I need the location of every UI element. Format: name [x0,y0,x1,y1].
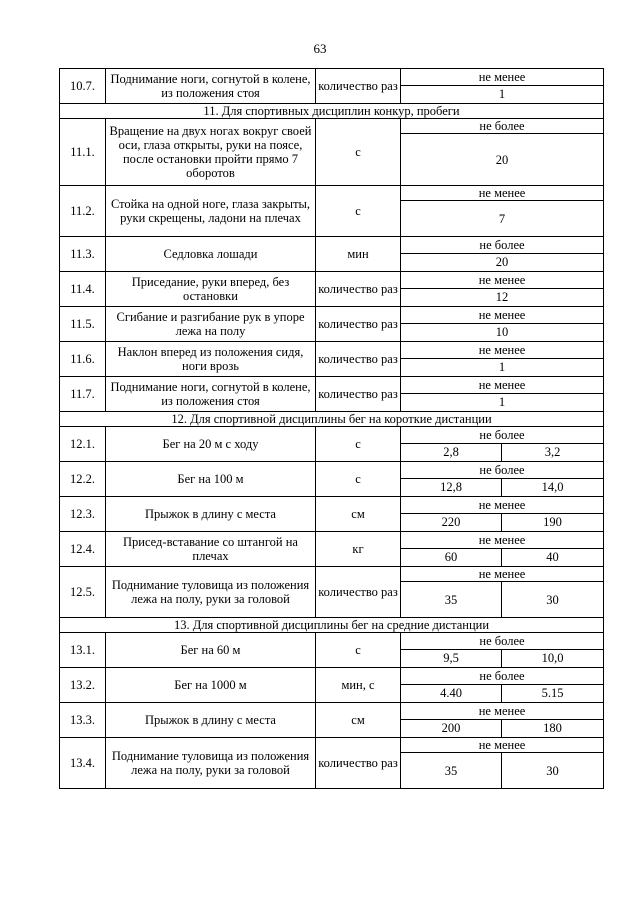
section-header: 11. Для спортивных дисциплин конкур, пробеги [60,104,604,119]
table-row [60,567,604,582]
section-row [60,104,604,119]
value-cell: 35 [401,582,502,618]
value-cell: 20 [401,134,604,186]
value-cell: 14,0 [502,478,604,496]
unit-cell: мин [316,237,401,272]
condition-cell: не менее [401,532,604,549]
exercise-name: Прыжок в длину с места [106,497,316,532]
table-row [60,307,604,324]
value-cell: 200 [401,719,502,737]
condition-cell: не более [401,668,604,685]
table-row [60,427,604,444]
row-number: 13.2. [60,668,106,703]
table-row [60,119,604,134]
row-number: 12.1. [60,427,106,462]
unit-cell: количество раз [316,272,401,307]
value-cell: 20 [401,253,604,271]
unit-cell: кг [316,532,401,567]
section-row [60,412,604,427]
norms-table [59,68,604,789]
section-row [60,618,604,633]
value-cell: 10 [401,323,604,341]
unit-cell: см [316,497,401,532]
condition-cell: не менее [401,377,604,394]
unit-cell: с [316,427,401,462]
value-cell: 35 [401,753,502,789]
value-cell: 5.15 [502,684,604,702]
value-cell: 4.40 [401,684,502,702]
condition-cell: не менее [401,497,604,514]
condition-cell: не более [401,427,604,444]
unit-cell: количество раз [316,738,401,789]
exercise-name: Прыжок в длину с места [106,703,316,738]
condition-cell: не более [401,633,604,650]
section-header: 12. Для спортивной дисциплины бег на короткие дистанции [60,412,604,427]
value-cell: 60 [401,548,502,566]
condition-cell: не менее [401,186,604,201]
value-cell: 1 [401,393,604,411]
row-number: 12.2. [60,462,106,497]
value-cell: 12 [401,288,604,306]
unit-cell: с [316,462,401,497]
section-header: 13. Для спортивной дисциплины бег на средние дистанции [60,618,604,633]
value-cell: 3,2 [502,443,604,461]
row-number: 11.5. [60,307,106,342]
condition-cell: не менее [401,567,604,582]
value-cell: 30 [502,582,604,618]
exercise-name: Сгибание и разгибание рук в упоре лежа на полу [106,307,316,342]
table-row [60,738,604,753]
value-cell: 1 [401,358,604,376]
exercise-name: Приседание, руки вперед, без остановки [106,272,316,307]
unit-cell: с [316,186,401,237]
value-cell: 1 [401,85,604,103]
row-number: 11.3. [60,237,106,272]
value-cell: 7 [401,201,604,237]
value-cell: 10,0 [502,649,604,667]
row-number: 11.6. [60,342,106,377]
row-number: 11.4. [60,272,106,307]
condition-cell: не более [401,237,604,254]
value-cell: 2,8 [401,443,502,461]
row-number: 12.4. [60,532,106,567]
table-row [60,497,604,514]
page-number: 63 [313,41,327,56]
unit-cell: с [316,119,401,186]
exercise-name: Стойка на одной ноге, глаза закрыты, руки скрещены, ладони на плечах [106,186,316,237]
unit-cell: мин, с [316,668,401,703]
table-row [60,532,604,549]
table-row [60,272,604,289]
exercise-name: Поднимание туловища из положения лежа на полу, руки за головой [106,738,316,789]
exercise-name: Поднимание ноги, согнутой в колене, из положения стоя [106,377,316,412]
table-row [60,342,604,359]
row-number: 13.4. [60,738,106,789]
unit-cell: количество раз [316,377,401,412]
value-cell: 30 [502,753,604,789]
value-cell: 9,5 [401,649,502,667]
condition-cell: не менее [401,272,604,289]
value-cell: 190 [502,513,604,531]
table-row [60,668,604,685]
condition-cell: не менее [401,703,604,720]
exercise-name: Поднимание ноги, согнутой в колене, из положения стоя [106,69,316,104]
unit-cell: см [316,703,401,738]
condition-cell: не более [401,119,604,134]
condition-cell: не менее [401,342,604,359]
condition-cell: не менее [401,307,604,324]
row-number: 10.7. [60,69,106,104]
row-number: 11.1. [60,119,106,186]
row-number: 13.1. [60,633,106,668]
row-number: 12.3. [60,497,106,532]
table-row [60,69,604,86]
exercise-name: Присед-вставание со штангой на плечах [106,532,316,567]
exercise-name: Бег на 1000 м [106,668,316,703]
table-row [60,462,604,479]
unit-cell: количество раз [316,342,401,377]
table-row [60,186,604,201]
value-cell: 12,8 [401,478,502,496]
unit-cell: количество раз [316,307,401,342]
table-row [60,237,604,254]
value-cell: 220 [401,513,502,531]
table-row [60,703,604,720]
value-cell: 40 [502,548,604,566]
row-number: 11.7. [60,377,106,412]
exercise-name: Седловка лошади [106,237,316,272]
table-row [60,633,604,650]
exercise-name: Бег на 20 м с ходу [106,427,316,462]
row-number: 13.3. [60,703,106,738]
exercise-name: Поднимание туловища из положения лежа на полу, руки за головой [106,567,316,618]
row-number: 11.2. [60,186,106,237]
value-cell: 180 [502,719,604,737]
unit-cell: количество раз [316,567,401,618]
row-number: 12.5. [60,567,106,618]
exercise-name: Вращение на двух ногах вокруг своей оси, глаза открыты, руки на поясе, после остановки пройти прямо 7 оборотов [106,119,316,186]
condition-cell: не более [401,462,604,479]
unit-cell: с [316,633,401,668]
table-row [60,377,604,394]
unit-cell: количество раз [316,69,401,104]
condition-cell: не менее [401,69,604,86]
exercise-name: Бег на 100 м [106,462,316,497]
exercise-name: Бег на 60 м [106,633,316,668]
condition-cell: не менее [401,738,604,753]
exercise-name: Наклон вперед из положения сидя, ноги врозь [106,342,316,377]
